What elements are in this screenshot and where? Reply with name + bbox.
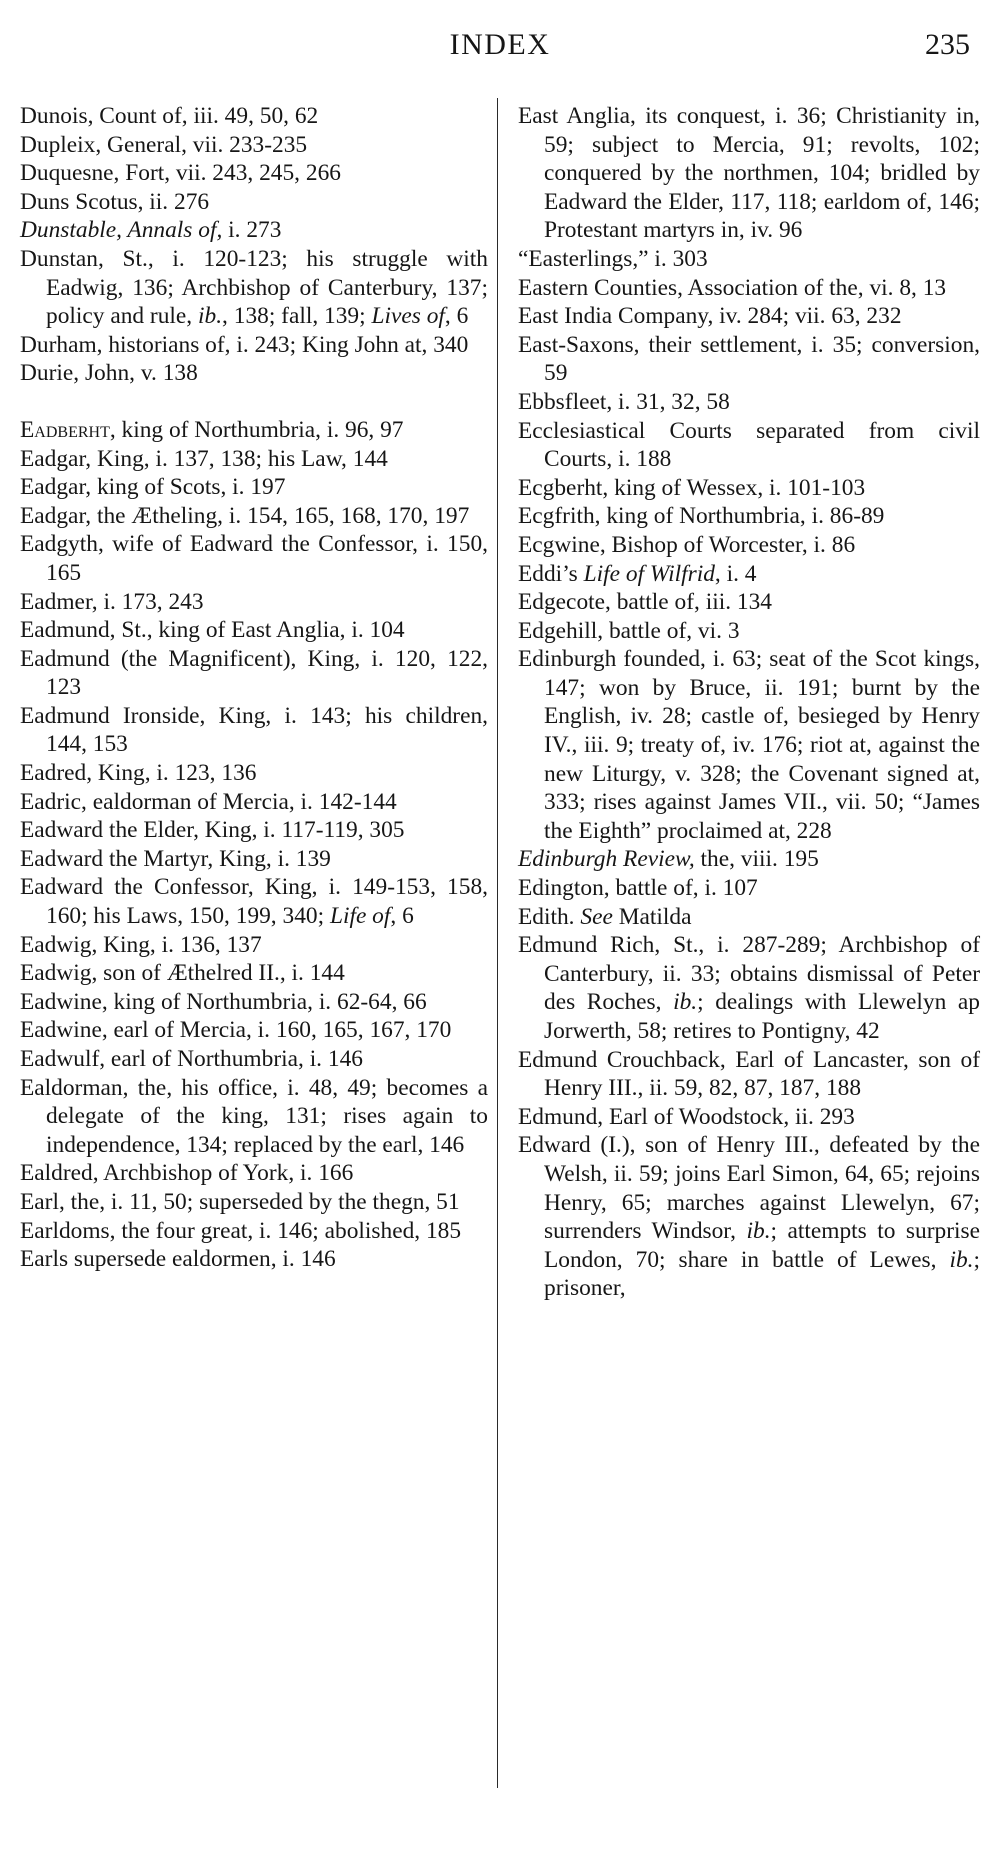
index-entry: East India Company, iv. 284; vii. 63, 232 bbox=[518, 303, 902, 330]
index-entry: Dupleix, General, vii. 233-235 bbox=[20, 131, 308, 158]
index-entry: Edith. See Matilda bbox=[518, 903, 692, 930]
index-entry: Duns Scotus, ii. 276 bbox=[20, 188, 210, 215]
index-entry: Eastern Counties, Association of the, vi. 8, 13 bbox=[518, 274, 947, 301]
index-entry: Eadric, ealdorman of Mercia, i. 142-144 bbox=[20, 788, 397, 815]
page-header bbox=[0, 22, 1000, 68]
index-entry: Eadmund, St., king of East Anglia, i. 104 bbox=[20, 617, 405, 644]
index-entry: Edinburgh Review, the, viii. 195 bbox=[518, 846, 819, 873]
index-entry: Eadward the Confessor, King, i. 149-153, 158, 160; his Laws, 150, 199, 340; Life of, 6 bbox=[20, 874, 488, 930]
index-entry: Dunstan, St., i. 120-123; his struggle with Eadwig, 136; Archbishop of Canterbury, 137; policy and rule, ib., 138; fall, 139; Lives of, 6 bbox=[20, 245, 488, 330]
index-entry: Edgehill, battle of, vi. 3 bbox=[518, 617, 740, 644]
index-entry: Eadmund (the Magnificent), King, i. 120, 122, 123 bbox=[20, 645, 488, 701]
index-entry: Eadmund Ironside, King, i. 143; his children, 144, 153 bbox=[20, 702, 488, 758]
index-entry: Dunois, Count of, iii. 49, 50, 62 bbox=[20, 103, 319, 129]
index-entry: Edmund Rich, St., i. 287-289; Archbishop of Canterbury, ii. 33; obtains dismissal of Peter des Roches, ib.; dealings with Llewelyn ap Jorwerth, 58; retires to Pontigny, 42 bbox=[518, 932, 980, 1044]
index-entry: Eadgar, king of Scots, i. 197 bbox=[20, 474, 286, 501]
index-entry: Edward (I.), son of Henry III., defeated by the Welsh, ii. 59; joins Earl Simon, 64, 65; rejoins Henry, 65; marches against Llewelyn, 67; surrenders Windsor, ib.; attempts to surprise London, 70; share in battle of Lewes, ib.; prisoner, bbox=[518, 1132, 980, 1302]
index-entry: Dunstable, Annals of, i. 273 bbox=[20, 217, 282, 244]
index-entry: Ealdred, Archbishop of York, i. 166 bbox=[20, 1160, 354, 1187]
index-entry: Durham, historians of, i. 243; King John at, 340 bbox=[20, 331, 469, 358]
column-divider bbox=[497, 98, 498, 1788]
index-entry: Eadwig, son of Æthelred II., i. 144 bbox=[20, 960, 345, 987]
index-entry: Earls supersede ealdormen, i. 146 bbox=[20, 1246, 336, 1273]
page-title: INDEX bbox=[449, 28, 551, 61]
index-entry: East Anglia, its conquest, i. 36; Christianity in, 59; subject to Mercia, 91; revolts, 102; conquered by the northmen, 104; bridled by Eadward the Elder, 117, 118; earldom of, 146; Protestant martyrs in, iv. 96 bbox=[518, 103, 980, 244]
index-entry: Edgecote, battle of, iii. 134 bbox=[518, 589, 772, 616]
index-entry: Eadward the Elder, King, i. 117-119, 305 bbox=[20, 817, 405, 844]
index-entry: Eadwine, king of Northumbria, i. 62-64, 66 bbox=[20, 988, 427, 1015]
left-index-column bbox=[20, 102, 488, 1274]
index-entry: Ecgberht, king of Wessex, i. 101-103 bbox=[518, 474, 866, 501]
index-entry: Eadgyth, wife of Eadward the Confessor, i. 150, 165 bbox=[20, 531, 488, 586]
index-entry: Durie, John, v. 138 bbox=[20, 360, 198, 387]
right-index-column bbox=[518, 102, 980, 1303]
index-entry: Ealdorman, the, his office, i. 48, 49; becomes a delegate of the king, 131; rises again to independence, 134; replaced by the earl, 146 bbox=[20, 1074, 488, 1158]
index-entry: Eadwine, earl of Mercia, i. 160, 165, 167, 170 bbox=[20, 1017, 452, 1044]
page-number: 235 bbox=[925, 28, 970, 61]
index-entry: Ebbsfleet, i. 31, 32, 58 bbox=[518, 388, 730, 415]
index-entry: Eadmer, i. 173, 243 bbox=[20, 588, 204, 615]
index-entry: Edington, battle of, i. 107 bbox=[518, 875, 758, 902]
index-entry: Ecgwine, Bishop of Worcester, i. 86 bbox=[518, 531, 856, 558]
index-entry: Eadgar, the Ætheling, i. 154, 165, 168, 170, 197 bbox=[20, 502, 470, 529]
index-entry: Eadberht, king of Northumbria, i. 96, 97 bbox=[20, 416, 404, 443]
index-entry: Earl, the, i. 11, 50; superseded by the thegn, 51 bbox=[20, 1188, 460, 1215]
index-entry: Earldoms, the four great, i. 146; abolished, 185 bbox=[20, 1217, 462, 1244]
index-entry: East-Saxons, their settlement, i. 35; conversion, 59 bbox=[518, 331, 980, 387]
index-entry: Eadwulf, earl of Northumbria, i. 146 bbox=[20, 1046, 363, 1072]
index-entry: “Easterlings,” i. 303 bbox=[518, 245, 708, 272]
index-entry: Edinburgh founded, i. 63; seat of the Scot kings, 147; won by Bruce, ii. 191; burnt by the English, iv. 28; castle of, besieged by Henry IV., iii. 9; treaty of, iv. 176; riot at, against the new Liturgy, v. 328; the Covenant signed at, 333; rises against James VII., vii. 50; “James the Eighth” proclaimed at, 228 bbox=[518, 646, 980, 844]
index-entry: Eadwig, King, i. 136, 137 bbox=[20, 931, 262, 958]
index-entry: Eadward the Martyr, King, i. 139 bbox=[20, 845, 331, 872]
index-entry: Ecclesiastical Courts separated from civil Courts, i. 188 bbox=[518, 417, 980, 473]
index-entry: Eadgar, King, i. 137, 138; his Law, 144 bbox=[20, 445, 388, 472]
index-entry: Edmund Crouchback, Earl of Lancaster, son of Henry III., ii. 59, 82, 87, 187, 188 bbox=[518, 1046, 980, 1102]
index-entry: Ecgfrith, king of Northumbria, i. 86-89 bbox=[518, 503, 885, 530]
index-entry: Eadred, King, i. 123, 136 bbox=[20, 760, 257, 787]
index-entry: Edmund, Earl of Woodstock, ii. 293 bbox=[518, 1103, 855, 1130]
index-entry: Eddi’s Life of Wilfrid, i. 4 bbox=[518, 560, 757, 587]
index-entry: Duquesne, Fort, vii. 243, 245, 266 bbox=[20, 160, 341, 187]
